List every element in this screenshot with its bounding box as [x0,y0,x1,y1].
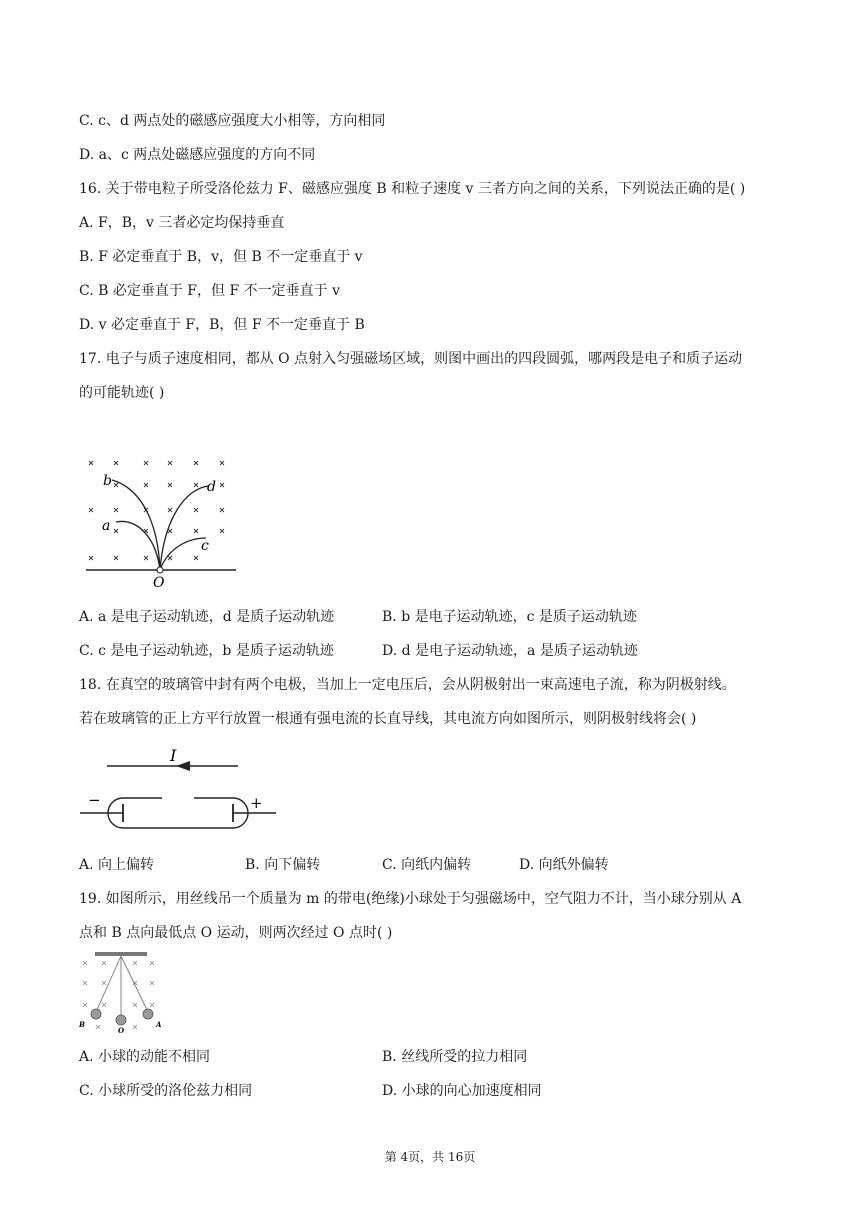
ball-a [143,1009,153,1019]
label-a: a [102,518,111,534]
q17-option-a: A. a 是电子运动轨迹，d 是质子运动轨迹 [79,609,335,625]
q17-magnetic-field-figure [80,450,240,590]
q19-pendulum-figure [78,950,168,1035]
q19-option-c: C. 小球所受的洛伦兹力相同 [79,1083,253,1099]
q17-option-d: D. d 是电子运动轨迹，a 是质子运动轨迹 [382,643,638,659]
label-d: d [207,479,216,495]
q17-option-c: C. c 是电子运动轨迹，b 是质子运动轨迹 [79,643,334,659]
q18-option-c: C. 向纸内偏转 [382,857,472,873]
tube-left-end [108,798,248,828]
current-arrow [176,761,190,771]
q19-option-d: D. 小球的向心加速度相同 [382,1083,542,1099]
q18-option-a: A. 向上偏转 [79,857,155,873]
prev-option-d: D. a、c 两点处磁感应强度的方向不同 [79,147,316,163]
q17-stem-line2: 的可能轨迹( ) [79,385,165,401]
q17-stem-line1: 17. 电子与质子速度相同，都从 O 点射入匀强磁场区域，则图中画出的四段圆弧，哪两段是电子和质子运动 [79,351,743,367]
thread-a [121,956,148,1012]
ceiling-support [95,952,147,956]
label-o: O [118,1026,125,1035]
trajectory-c [160,538,206,570]
q19-option-a: A. 小球的动能不相同 [79,1049,211,1065]
q19-stem-line2: 点和 B 点向最低点 O 运动，则两次经过 O 点时( ) [79,925,393,941]
prev-option-c: C. c、d 两点处的磁感应强度大小相等，方向相同 [79,113,386,129]
q18-stem-line2: 若在玻璃管的正上方平行放置一根通有强电流的长直导线，其电流方向如图所示，则阴极射线将会( ) [79,711,697,727]
q16-option-c: C. B 必定垂直于 F，但 F 不一定垂直于 v [79,283,340,299]
point-o-marker [157,567,163,573]
label-b: b [103,473,112,489]
q18-stem-line1: 18. 在真空的玻璃管中封有两个电极，当加上一定电压后，会从阴极射出一束高速电子流，称为阴极射线。 [79,677,736,693]
ball-b [91,1009,101,1019]
q18-option-b: B. 向下偏转 [245,857,321,873]
label-b: B [79,1020,85,1029]
q18-cathode-tube-figure [80,745,280,840]
q16-option-b: B. F 必定垂直于 B，v，但 B 不一定垂直于 v [79,249,363,265]
q16-stem: 16. 关于带电粒子所受洛伦兹力 F、磁感应强度 B 和粒子速度 v 三者方向之间的关系，下列说法正确的是( ) [79,181,746,197]
q19-stem-line1: 19. 如图所示，用丝线吊一个质量为 m 的带电(绝缘)小球处于匀强磁场中，空气阻力不计，当小球分别从 A [79,891,742,907]
q16-option-d: D. v 必定垂直于 F，B，但 F 不一定垂直于 B [79,317,365,333]
q16-option-a: A. F，B，v 三者必定均保持垂直 [79,215,285,231]
page-footer: 第 4页，共 16页 [384,1150,476,1164]
q18-option-d: D. 向纸外偏转 [519,857,609,873]
thread-b [96,956,121,1012]
q19-option-b: B. 丝线所受的拉力相同 [382,1049,528,1065]
label-o: O [153,575,165,591]
plus-label: + [250,794,263,812]
label-a: A [156,1020,162,1029]
current-label: I [170,746,177,765]
minus-label: − [88,791,101,809]
q17-option-b: B. b 是电子运动轨迹，c 是质子运动轨迹 [382,609,637,625]
label-c: c [201,538,209,554]
ball-o [116,1015,126,1025]
